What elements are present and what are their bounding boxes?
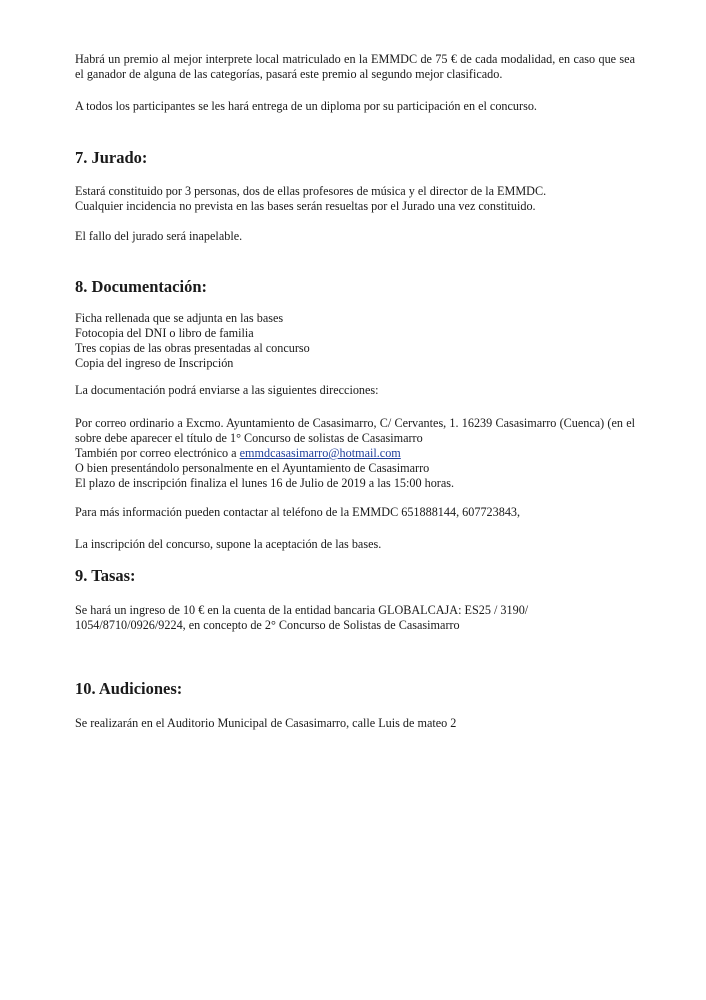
jurado-final [75,229,635,244]
prize-paragraph [75,52,635,82]
deadline-line: El plazo de inscripción finaliza el lunes 16 de Julio de 2019 a las 15:00 horas. [75,476,455,490]
diploma-paragraph [75,99,635,114]
list-item: Copia del ingreso de Inscripción [75,356,234,370]
audiciones-line-1: Se realizarán en el Auditorio Municipal de Casasimarro, calle Luis de mateo 2 [75,716,457,730]
tasas-section [75,603,635,633]
tasas-line-1: Se hará un ingreso de 10 € en la cuenta de la entidad bancaria GLOBALCAJA: ES25 / 3190/ [75,603,529,617]
audiciones-heading: 10. Audiciones: [75,679,183,698]
addresses-intro [75,383,635,398]
jurado-section [75,184,635,214]
postal-address: Por correo ordinario a Excmo. Ayuntamiento de Casasimarro, C/ Cervantes, 1. 16239 Casasimarro (Cuenca) (en el sobre debe aparecer el título de 1° Concurso de solistas de Casasimarro [75,416,635,445]
in-person-line: O bien presentándolo personalmente en el Ayuntamiento de Casasimarro [75,461,430,475]
email-prefix: También por correo electrónico a [75,446,240,460]
tasas-line-2: 1054/8710/0926/9224, en concepto de 2° Concurso de Solistas de Casasimarro [75,618,460,632]
jurado-line-1: Estará constituido por 3 personas, dos de ellas profesores de música y el director de la EMMDC. [75,184,547,198]
list-item: Ficha rellenada que se adjunta en las bases [75,311,284,325]
contact-info-text: Para más información pueden contactar al teléfono de la EMMDC 651888144, 607723843, [75,505,521,519]
jurado-line-3: El fallo del jurado será inapelable. [75,229,243,243]
email-link[interactable]: emmdcasasimarro@hotmail.com [239,446,401,460]
email-line [75,446,635,461]
prize-text: Habrá un premio al mejor interprete local matriculado en la EMMDC de 75 € de cada modalidad, en caso que sea el ganador de alguna de las categorías, pasará este premio al segundo mejor clasificado. [75,52,635,81]
submission-block [75,416,635,491]
contact-info [75,505,635,520]
acceptance [75,537,635,552]
addresses-intro-text: La documentación podrá enviarse a las siguientes direcciones: [75,383,379,397]
tasas-heading: 9. Tasas: [75,566,136,585]
jurado-line-2: Cualquier incidencia no prevista en las bases serán resueltas por el Jurado una vez constituido. [75,199,536,213]
audiciones-section [75,716,635,731]
jurado-heading: 7. Jurado: [75,148,148,167]
diploma-text: A todos los participantes se les hará entrega de un diploma por su participación en el concurso. [75,99,537,113]
documentacion-list [75,311,635,371]
list-item: Tres copias de las obras presentadas al concurso [75,341,310,355]
documentacion-heading: 8. Documentación: [75,277,207,296]
acceptance-text: La inscripción del concurso, supone la aceptación de las bases. [75,537,382,551]
list-item: Fotocopia del DNI o libro de familia [75,326,254,340]
